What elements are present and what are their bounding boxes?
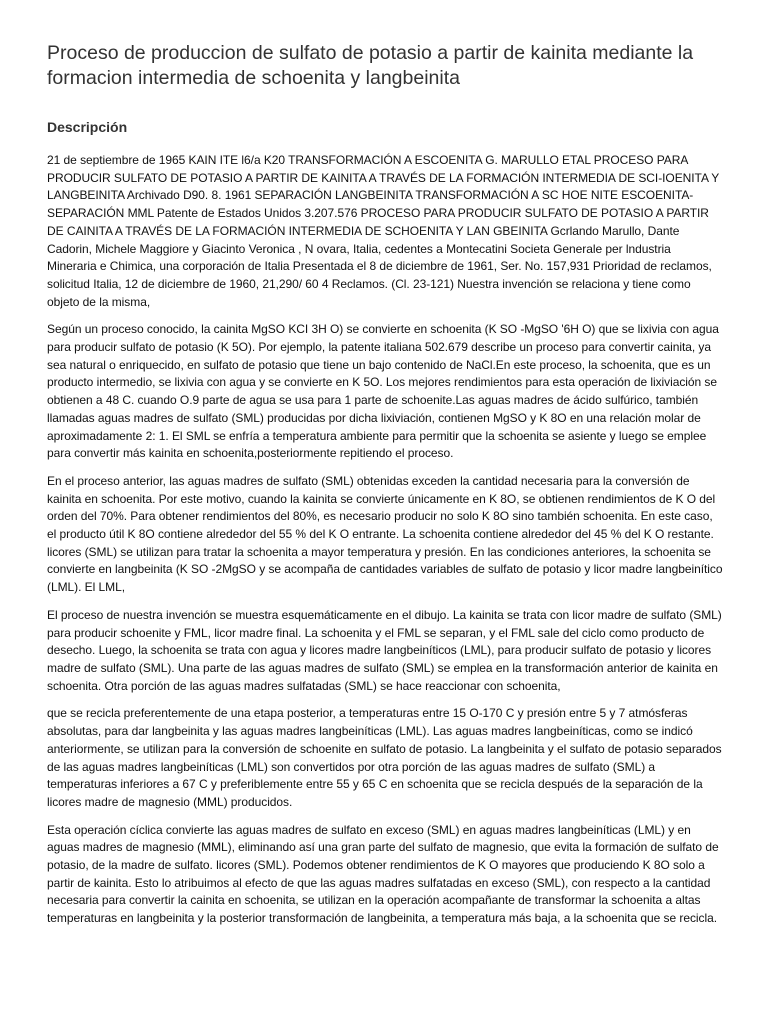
document-title: Proceso de produccion de sulfato de potasio a partir de kainita mediante la formacion intermedia de schoenita y langbeinita bbox=[47, 42, 694, 89]
paragraph-1: 21 de septiembre de 1965 KAIN ITE l6/a K20 TRANSFORMACIÓN A ESCOENITA G. MARULLO ETAL PROCESO PARA PRODUCIR SULFATO DE POTASIO A PARTIR DE KAINITA A TRAVÉS DE LA FORMACIÓN INTERMEDIA DE SCI-IOENITA Y LANGBEINITA Archivado D90. 8. 1961 SEPARACIÓN LANGBEINITA TRANSFORMACIÓN A SC HOE NITE ESCOENITA-SEPARACIÓN MML Patente de Estados Unidos 3.207.576 PROCESO PARA PRODUCIR SULFATO DE POTASIO A PARTIR DE CAINITA A TRAVÉS DE LA FORMACIÓN INTERMEDIA DE SCHOENITA Y LAN GBEINITA Gcrlando Marullo, Dante Cadorin, Michele Maggiore y Giacinto Veronica , N ovara, Italia, cedentes a Montecatini Societa Generale per lndustria Mineraria e Chimica, una corporación de Italia Presentada el 8 de diciembre de 1961, Ser. No. 157,931 Prioridad de reclamos, solicitud Italia, 12 de diciembre de 1960, 21,290/ 60 4 Reclamos. (Cl. 23-121) Nuestra invención se relaciona y tiene como objeto de la misma, bbox=[47, 153, 720, 309]
paragraph-5: que se recicla preferentemente de una etapa posterior, a temperaturas entre 15 O-170 C y presión entre 5 y 7 atmósferas absolutas, para dar langbeinita y las aguas madres langbeiníticas (LML). Las aguas madres langbeiníticas, como se indicó anteriormente, se utilizan para la conversión de schoenite en sulfato de potasio. La langbeinita y el sulfato de potasio separados de las aguas madres langbeiníticas (LML) son convertidos por otra porción de las aguas madres de sulfato (SML) a temperaturas inferiores a 67 C y preferiblemente entre 55 y 65 C en schoenita que se recicla después de la separación de la licores madre de magnesio (MML) producidos. bbox=[47, 706, 722, 809]
paragraph-6: Esta operación cíclica convierte las aguas madres de sulfato en exceso (SML) en aguas madres langbeiníticas (LML) y en aguas madres de magnesio (MML), eliminando así una gran parte del sulfato de magnesio, que evita la formación de sulfato de potasio, de la madre de sulfato. licores (SML). Podemos obtener rendimientos de K O mayores que produciendo K 8O solo a partir de kainita. Esto lo atribuimos al efecto de que las aguas madres sulfatadas en exceso (SML), con respecto a la cantidad necesaria para convertir la cainita en schoenita, se utilizan en la operación acompañante de transformar la schoenita a altas temperaturas en langbeinita y la posterior transformación de langbeinita, a temperatura más baja, a la schoenita que se recicla. bbox=[47, 822, 719, 926]
paragraph-2: Según un proceso conocido, la cainita MgSO KCI 3H O) se convierte en schoenita (K SO -MgSO '6H O) que se lixivia con agua para producir sulfato de potasio (K 5O). Por ejemplo, la patente italiana 502.679 describe un proceso para convertir cainita, ya sea natural o enriquecido, en sulfato de potasio que tiene un bajo contenido de NaCl.En este proceso, la schoenita, que es un producto intermedio, se lixivia con agua y se convierte en K 5O. Los mejores rendimientos para esta operación de lixiviación se obtienen a 48 C. cuando O.9 parte de agua se usa para 1 parte de schoenite.Las aguas madres de ácido sulfúrico, también llamadas aguas madres de sulfato (SML) producidas por dicha lixiviación, contienen MgSO y K 8O en una relación molar de aproximadamente 2: 1. El SML se enfría a temperatura ambiente para permitir que la schoenita se asiente y luego se emplee para convertir más kainita en schoenita,posteriormente repitiendo el proceso. bbox=[47, 322, 719, 461]
paragraph-3: En el proceso anterior, las aguas madres de sulfato (SML) obtenidas exceden la cantidad necesaria para la conversión de kainita en schoenita. Por este motivo, cuando la kainita se convierte únicamente en K 8O, se obtienen rendimientos de K O del orden del 70%. Para obtener rendimientos del 80%, es necesario producir no solo K 8O sino también schoenita. En este caso, el producto útil K 8O contiene alrededor del 55 % del K O entrante. La schoenita contiene alrededor del 45 % del K O restante. licores (SML) se utilizan para tratar la schoenita a mayor temperatura y presión. En las condiciones anteriores, la schoenita se convierte en langbeinita (K SO -2MgSO y se acompaña de cantidades variables de sulfato de potasio y licor madre langbeinítico (LML). El LML, bbox=[47, 473, 723, 595]
paragraph-4: El proceso de nuestra invención se muestra esquemáticamente en el dibujo. La kainita se trata con licor madre de sulfato (SML) para producir schoenite y FML, licor madre final. La schoenita y el FML se separan, y el FML sale del ciclo como producto de desecho. Luego, la schoenita se trata con agua y licores madre langbeiníticos (LML), para producir sulfato de potasio y licores madre de sulfato (SML). Una parte de las aguas madres de sulfato (SML) se emplea en la transformación anterior de kainita en schoenita. Otra porción de las aguas madres sulfatadas (SML) se hace reaccionar con schoenita, bbox=[47, 607, 722, 693]
description-body bbox=[47, 152, 723, 938]
section-heading-descripcion: Descripción bbox=[47, 119, 128, 135]
